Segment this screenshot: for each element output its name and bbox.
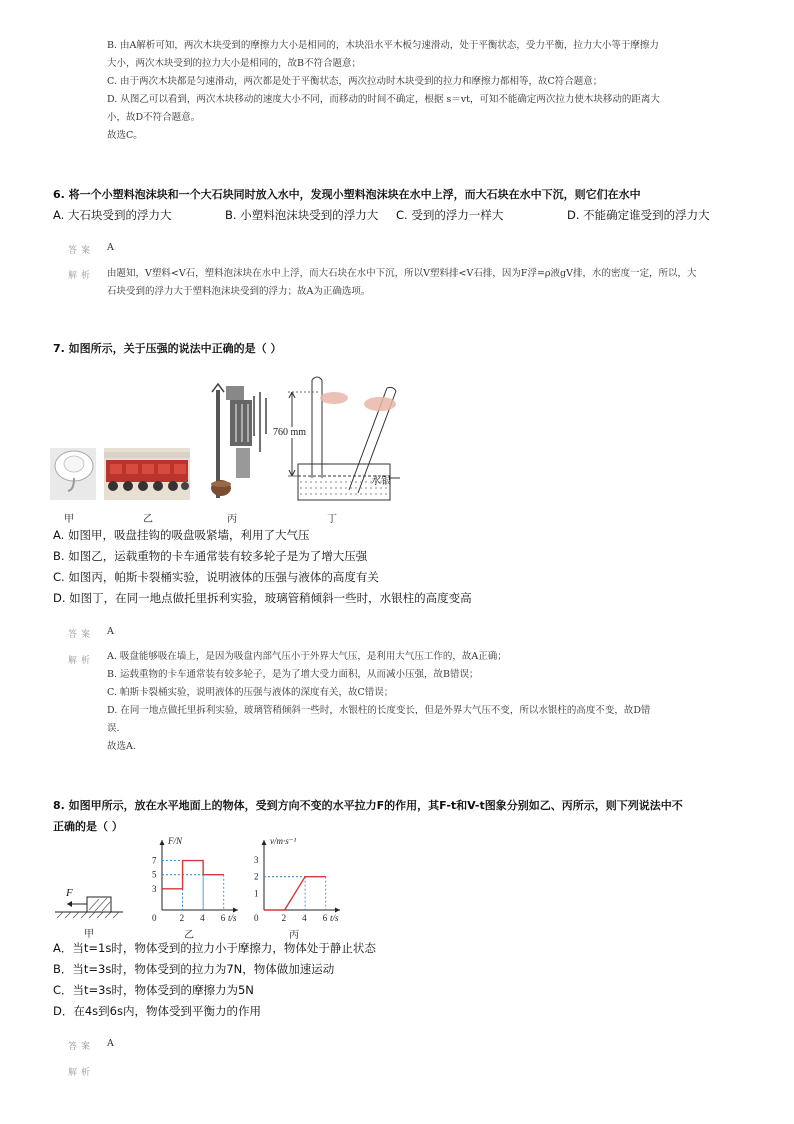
q6-answer: A — [107, 242, 114, 253]
prev-line: C. 由于两次木块都是匀速滑动，两次都是处于平衡状态，两次拉动时木块受到的拉力和摩擦力都相等，故C符合题意； — [107, 76, 603, 87]
y-axis-label: v/m·s⁻¹ — [270, 836, 297, 846]
x-tick-label: 4 — [302, 913, 307, 923]
q7-analysis-line: 误. — [107, 723, 120, 734]
fig-label-yi: 乙 — [143, 514, 153, 525]
force-label: F — [66, 887, 73, 899]
q8-stem-line1: 8. 如图甲所示，放在水平地面上的物体，受到方向不变的水平拉力F的作用，其F-t和V-t图象分别如乙、丙所示，则下列说法中不 — [53, 799, 683, 812]
q8-stem-line2: 正确的是（ ） — [53, 820, 123, 833]
pascal-barrel-image — [211, 384, 266, 498]
q7-answer: A — [107, 626, 114, 637]
x-axis-label: t/s — [228, 913, 237, 923]
q7-option-a: A. 如图甲，吸盘挂钩的吸盘吸紧墙，利用了大气压 — [53, 528, 310, 542]
x-tick-label: 2 — [281, 913, 287, 923]
fig8-label-yi: 乙 — [184, 930, 194, 941]
q8-option-d: D．在4s到6s内，物体受到平衡力的作用 — [53, 1004, 261, 1018]
y-axis-arrow — [262, 840, 267, 845]
q8-answer-label: 答案 — [68, 1042, 95, 1052]
prev-line: B. 由A解析可知，两次木块受到的摩擦力大小是相同的，木块沿水平木板匀速滑动，处于平衡状态，受力平衡，拉力大小等于摩擦力 — [107, 40, 659, 51]
series-line — [264, 877, 326, 910]
y-tick-label: 3 — [152, 883, 157, 894]
q7-figures — [50, 352, 450, 522]
q7-analysis-line: C. 帕斯卡裂桶实验，说明液体的压强与液体的深度有关，故C错误； — [107, 687, 394, 698]
q6-analysis-line: 由题知，V塑料<V石，塑料泡沫块在水中上浮，而大石块在水中下沉，所以V塑料排<V石排，因为F浮=ρ液gV排，水的密度一定，所以，大 — [107, 268, 697, 279]
x-tick-label: 0 — [152, 913, 157, 923]
q6-analysis-label: 解析 — [68, 271, 95, 281]
prev-line: 小，故D不符合题意。 — [107, 112, 201, 123]
y-axis-label: F/N — [168, 836, 183, 846]
q8-option-c: C．当t=3s时，物体受到的摩擦力为5N — [53, 983, 254, 997]
q7-answer-label: 答案 — [68, 630, 95, 640]
x-axis-label: t/s — [330, 913, 339, 923]
q8-analysis-label: 解析 — [68, 1068, 95, 1078]
x-tick-label: 4 — [200, 913, 205, 923]
suction-cup-image — [50, 448, 96, 500]
fig-label-bing: 丙 — [227, 514, 237, 525]
fig8-label-jia: 甲 — [84, 929, 94, 940]
q6-analysis-line: 石块受到的浮力大于塑料泡沫块受到的浮力；故A为正确选项。 — [107, 286, 371, 297]
prev-line: 大小，两次木块受到的拉力大小是相同的，故B不符合题意； — [107, 58, 361, 69]
q8-block-figure — [53, 888, 133, 928]
q7-analysis — [107, 648, 650, 756]
q7-analysis-label: 解析 — [68, 656, 95, 666]
fig-label-ding: 丁 — [327, 514, 337, 525]
q6-stem: 6. 将一个小塑料泡沫块和一个大石块同时放入水中，发现小塑料泡沫块在水中上浮，而大石块在水中下沉，则它们在水中 — [53, 188, 641, 201]
q7-analysis-line: 故选A. — [107, 741, 136, 752]
q7-analysis-line: A. 吸盘能够吸在墙上，是因为吸盘内部气压小于外界大气压，是利用大气压工作的，故A正确； — [107, 651, 507, 662]
x-tick-label: 6 — [322, 913, 328, 923]
q6-analysis — [107, 265, 696, 301]
prev-explanation — [107, 37, 660, 145]
x-tick-label: 6 — [220, 913, 226, 923]
q7-stem: 7. 如图所示，关于压强的说法中正确的是（ ） — [53, 342, 282, 355]
y-tick-label: 1 — [254, 888, 259, 899]
q8-option-b: B．当t=3s时，物体受到的拉力为7N，物体做加速运动 — [53, 962, 335, 976]
mm-label: 760 mm — [273, 427, 307, 438]
x-axis-arrow — [233, 908, 238, 913]
q8-answer: A — [107, 1038, 114, 1049]
y-tick-label: 2 — [254, 871, 259, 882]
q6-option-c: C. 受到的浮力一样大 — [396, 208, 504, 222]
x-tick-label: 0 — [254, 913, 259, 923]
q7-option-c: C. 如图丙，帕斯卡裂桶实验，说明液体的压强与液体的高度有关 — [53, 570, 379, 584]
fig8-label-bing: 丙 — [289, 930, 299, 941]
q7-analysis-line: D. 在同一地点做托里拆利实验，玻璃管稍倾斜一些时，水银柱的长度变长，但是外界大气压不变，所以水银柱的高度不变，故D错 — [107, 705, 651, 716]
x-tick-label: 2 — [179, 913, 185, 923]
mercury-label: 水银 — [371, 476, 391, 487]
fig-label-jia: 甲 — [64, 514, 74, 525]
x-axis-arrow — [335, 908, 340, 913]
vt-chart — [242, 832, 352, 924]
q7-option-d: D. 如图丁，在同一地点做托里拆利实验，玻璃管稍倾斜一些时，水银柱的高度变高 — [53, 591, 472, 605]
q8-option-a: A．当t=1s时，物体受到的拉力小于摩擦力，物体处于静止状态 — [53, 941, 376, 955]
y-tick-label: 7 — [152, 855, 157, 866]
q6-option-d: D. 不能确定谁受到的浮力大 — [567, 208, 710, 222]
y-axis-arrow — [160, 840, 165, 845]
prev-line: 故选C。 — [107, 130, 143, 141]
trucks-image — [104, 448, 190, 500]
q6-option-b: B. 小塑料泡沫块受到的浮力大 — [225, 208, 379, 222]
q7-option-b: B. 如图乙，运载重物的卡车通常装有较多轮子是为了增大压强 — [53, 549, 368, 563]
q6-answer-label: 答案 — [68, 246, 95, 256]
ft-chart — [140, 832, 250, 924]
q7-analysis-line: B. 运载重物的卡车通常装有较多轮子，是为了增大受力面积，从而减小压强，故B错误； — [107, 669, 479, 680]
y-tick-label: 5 — [152, 869, 157, 880]
q6-option-a: A. 大石块受到的浮力大 — [53, 208, 172, 222]
y-tick-label: 3 — [254, 855, 259, 865]
prev-line: D. 从图乙可以看到，两次木块移动的速度大小不同，而移动的时间不确定，根据 s＝vt，可知不能确定两次拉力使木块移动的距离大 — [107, 94, 660, 105]
